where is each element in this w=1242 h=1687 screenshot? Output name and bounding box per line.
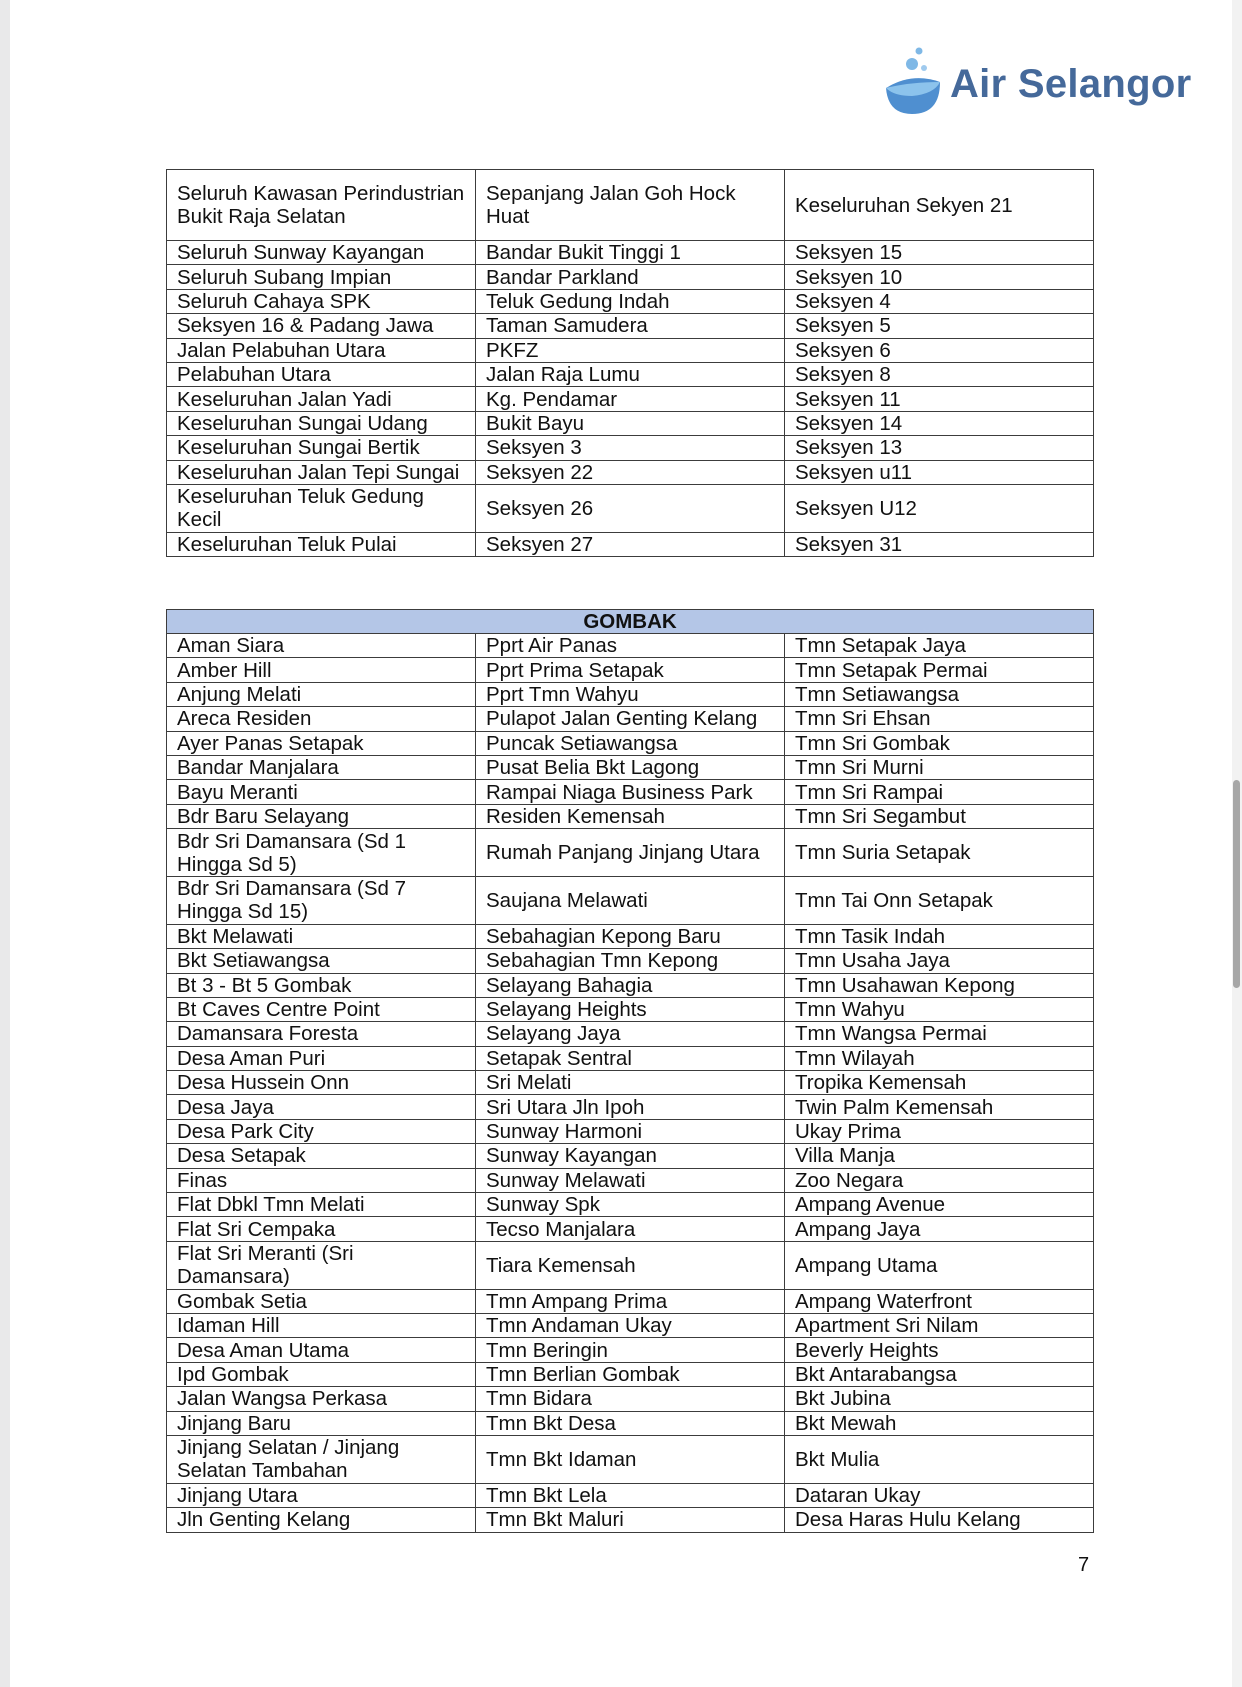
table-cell: Ampang Waterfront	[785, 1289, 1094, 1313]
table-cell: Tmn Sri Segambut	[785, 804, 1094, 828]
table-cell: Tmn Wilayah	[785, 1046, 1094, 1070]
table-cell: Pusat Belia Bkt Lagong	[476, 755, 785, 779]
table-cell: Villa Manja	[785, 1144, 1094, 1168]
table-cell: Puncak Setiawangsa	[476, 731, 785, 755]
table-cell: Tiara Kemensah	[476, 1241, 785, 1289]
table-cell: Pprt Tmn Wahyu	[476, 682, 785, 706]
table-cell: Areca Residen	[167, 707, 476, 731]
table-cell: Seksyen 4	[785, 289, 1094, 313]
table-cell: Bt 3 - Bt 5 Gombak	[167, 973, 476, 997]
table-cell: Pprt Prima Setapak	[476, 658, 785, 682]
table-cell: Jln Genting Kelang	[167, 1508, 476, 1532]
table-cell: Bkt Mulia	[785, 1435, 1094, 1483]
table-row	[167, 1411, 1094, 1435]
table-cell: Keseluruhan Teluk Pulai	[167, 532, 476, 556]
table-row	[167, 314, 1094, 338]
table-cell: Seksyen 5	[785, 314, 1094, 338]
table-row	[167, 682, 1094, 706]
table-cell: Tmn Sri Rampai	[785, 780, 1094, 804]
table-cell: Seksyen 3	[476, 436, 785, 460]
table-cell: Tmn Bidara	[476, 1387, 785, 1411]
table-row	[167, 997, 1094, 1021]
scroll-thumb[interactable]	[1233, 780, 1240, 988]
table-row	[167, 634, 1094, 658]
table-row	[167, 241, 1094, 265]
table-cell: Desa Haras Hulu Kelang	[785, 1508, 1094, 1532]
water-drop-logo-icon	[882, 42, 946, 122]
table-cell: Sunway Kayangan	[476, 1144, 785, 1168]
table-cell: Damansara Foresta	[167, 1022, 476, 1046]
table-cell: Teluk Gedung Indah	[476, 289, 785, 313]
table-cell: PKFZ	[476, 338, 785, 362]
table-cell: Bt Caves Centre Point	[167, 997, 476, 1021]
table-cell: Keseluruhan Sungai Bertik	[167, 436, 476, 460]
table-cell: Tmn Beringin	[476, 1338, 785, 1362]
table-cell: Selayang Bahagia	[476, 973, 785, 997]
table-cell: Seluruh Kawasan Perindustrian Bukit Raja Selatan	[167, 170, 476, 241]
table-cell: Tmn Sri Murni	[785, 755, 1094, 779]
table-row	[167, 532, 1094, 556]
table-cell: Aman Siara	[167, 634, 476, 658]
table-cell: Desa Hussein Onn	[167, 1071, 476, 1095]
table-cell: Tmn Ampang Prima	[476, 1289, 785, 1313]
table-row	[167, 1313, 1094, 1337]
table-row	[167, 387, 1094, 411]
table-cell: Sunway Melawati	[476, 1168, 785, 1192]
table-cell: Tmn Sri Ehsan	[785, 707, 1094, 731]
table-cell: Bandar Parkland	[476, 265, 785, 289]
table-cell: Seksyen 6	[785, 338, 1094, 362]
table-cell: Jinjang Selatan / Jinjang Selatan Tambahan	[167, 1435, 476, 1483]
table-cell: Tmn Tasik Indah	[785, 924, 1094, 948]
document-page	[10, 0, 1232, 1687]
table-cell: Tmn Usahawan Kepong	[785, 973, 1094, 997]
table-cell: Selayang Jaya	[476, 1022, 785, 1046]
table-row	[167, 1362, 1094, 1386]
table-cell: Seksyen 26	[476, 484, 785, 532]
table-cell: Seksyen 15	[785, 241, 1094, 265]
table-cell: Jalan Pelabuhan Utara	[167, 338, 476, 362]
table-row	[167, 170, 1094, 241]
table-header-row	[167, 610, 1094, 634]
table-cell: Seksyen 27	[476, 532, 785, 556]
table-cell: Idaman Hill	[167, 1313, 476, 1337]
table-row	[167, 755, 1094, 779]
brand-name: Air Selangor	[950, 62, 1192, 106]
table-row	[167, 1387, 1094, 1411]
table-cell: Tmn Bkt Desa	[476, 1411, 785, 1435]
table-cell: Flat Sri Cempaka	[167, 1217, 476, 1241]
table-cell: Seksyen 8	[785, 362, 1094, 386]
table-row	[167, 411, 1094, 435]
table-cell: Sri Utara Jln Ipoh	[476, 1095, 785, 1119]
table-cell: Tmn Setapak Permai	[785, 658, 1094, 682]
table-row	[167, 1508, 1094, 1532]
table-cell: Tmn Usaha Jaya	[785, 949, 1094, 973]
table-cell: Keseluruhan Jalan Tepi Sungai	[167, 460, 476, 484]
table-cell: Twin Palm Kemensah	[785, 1095, 1094, 1119]
table-row	[167, 780, 1094, 804]
table-cell: Tecso Manjalara	[476, 1217, 785, 1241]
table-cell: Tmn Sri Gombak	[785, 731, 1094, 755]
table-row	[167, 265, 1094, 289]
table-cell: Sunway Harmoni	[476, 1119, 785, 1143]
table-row	[167, 436, 1094, 460]
table-cell: Bkt Antarabangsa	[785, 1362, 1094, 1386]
table-row	[167, 1241, 1094, 1289]
table-cell: Tmn Suria Setapak	[785, 829, 1094, 877]
table-cell: Tmn Wahyu	[785, 997, 1094, 1021]
table-row	[167, 1217, 1094, 1241]
table-row	[167, 949, 1094, 973]
table-cell: Kg. Pendamar	[476, 387, 785, 411]
table-cell: Seluruh Sunway Kayangan	[167, 241, 476, 265]
table-cell: Bdr Sri Damansara (Sd 7 Hingga Sd 15)	[167, 876, 476, 924]
table-row	[167, 460, 1094, 484]
table-cell: Bkt Setiawangsa	[167, 949, 476, 973]
page-number: 7	[1078, 1554, 1090, 1576]
table-row	[167, 484, 1094, 532]
table-cell: Desa Setapak	[167, 1144, 476, 1168]
table-cell: Seksyen 10	[785, 265, 1094, 289]
table-cell: Jinjang Utara	[167, 1483, 476, 1507]
table-cell: Setapak Sentral	[476, 1046, 785, 1070]
table-cell: Desa Jaya	[167, 1095, 476, 1119]
table-cell: Tmn Bkt Idaman	[476, 1435, 785, 1483]
table-cell: Keseluruhan Teluk Gedung Kecil	[167, 484, 476, 532]
table-row	[167, 1144, 1094, 1168]
table-cell: Bandar Manjalara	[167, 755, 476, 779]
table-cell: Bandar Bukit Tinggi 1	[476, 241, 785, 265]
table-cell: Jinjang Baru	[167, 1411, 476, 1435]
table-row	[167, 658, 1094, 682]
table-row	[167, 1483, 1094, 1507]
table-cell: Selayang Heights	[476, 997, 785, 1021]
table-cell: Tmn Setapak Jaya	[785, 634, 1094, 658]
table-cell: Bukit Bayu	[476, 411, 785, 435]
table-cell: Tmn Berlian Gombak	[476, 1362, 785, 1386]
table-cell: Seksyen U12	[785, 484, 1094, 532]
table-cell: Anjung Melati	[167, 682, 476, 706]
table-row	[167, 289, 1094, 313]
table-cell: Sepanjang Jalan Goh Hock Huat	[476, 170, 785, 241]
table-cell: Pprt Air Panas	[476, 634, 785, 658]
table-cell: Seluruh Subang Impian	[167, 265, 476, 289]
area-table-1	[166, 169, 1094, 557]
table-row	[167, 1435, 1094, 1483]
table-cell: Tmn Bkt Maluri	[476, 1508, 785, 1532]
area-table-gombak	[166, 609, 1094, 1533]
table-cell: Bkt Jubina	[785, 1387, 1094, 1411]
table-cell: Rampai Niaga Business Park	[476, 780, 785, 804]
table-cell: Gombak Setia	[167, 1289, 476, 1313]
table-cell: Seksyen 11	[785, 387, 1094, 411]
table-cell: Flat Sri Meranti (Sri Damansara)	[167, 1241, 476, 1289]
table-cell: Seksyen 22	[476, 460, 785, 484]
table-cell: Ayer Panas Setapak	[167, 731, 476, 755]
table-row	[167, 924, 1094, 948]
table-row	[167, 804, 1094, 828]
table-row	[167, 1022, 1094, 1046]
table-cell: Tmn Setiawangsa	[785, 682, 1094, 706]
table-cell: Sunway Spk	[476, 1193, 785, 1217]
table-cell: Bayu Meranti	[167, 780, 476, 804]
table-row	[167, 973, 1094, 997]
table-cell: Keseluruhan Sungai Udang	[167, 411, 476, 435]
table-cell: Sebahagian Kepong Baru	[476, 924, 785, 948]
table-cell: Taman Samudera	[476, 314, 785, 338]
table-cell: Seksyen u11	[785, 460, 1094, 484]
table-cell: Rumah Panjang Jinjang Utara	[476, 829, 785, 877]
table-row	[167, 1119, 1094, 1143]
table-row	[167, 1168, 1094, 1192]
table-cell: Keseluruhan Jalan Yadi	[167, 387, 476, 411]
table-cell: Pelabuhan Utara	[167, 362, 476, 386]
table-cell: Sri Melati	[476, 1071, 785, 1095]
table-cell: Flat Dbkl Tmn Melati	[167, 1193, 476, 1217]
table-cell: Zoo Negara	[785, 1168, 1094, 1192]
table-cell: Finas	[167, 1168, 476, 1192]
table-row	[167, 876, 1094, 924]
table-row	[167, 1193, 1094, 1217]
table-row	[167, 1046, 1094, 1070]
table-cell: Seksyen 13	[785, 436, 1094, 460]
table-cell: Seluruh Cahaya SPK	[167, 289, 476, 313]
table-title: GOMBAK	[167, 610, 1094, 634]
table-cell: Apartment Sri Nilam	[785, 1313, 1094, 1337]
table-cell: Jalan Wangsa Perkasa	[167, 1387, 476, 1411]
table-cell: Seksyen 14	[785, 411, 1094, 435]
table-cell: Residen Kemensah	[476, 804, 785, 828]
table-cell: Desa Park City	[167, 1119, 476, 1143]
table-row	[167, 731, 1094, 755]
table-cell: Bkt Mewah	[785, 1411, 1094, 1435]
table-cell: Jalan Raja Lumu	[476, 362, 785, 386]
table-cell: Desa Aman Utama	[167, 1338, 476, 1362]
table-cell: Keseluruhan Sekyen 21	[785, 170, 1094, 241]
table-cell: Tmn Wangsa Permai	[785, 1022, 1094, 1046]
air-selangor-logo	[882, 42, 1192, 122]
table-cell: Beverly Heights	[785, 1338, 1094, 1362]
table-row	[167, 829, 1094, 877]
table-cell: Pulapot Jalan Genting Kelang	[476, 707, 785, 731]
table-cell: Bdr Baru Selayang	[167, 804, 476, 828]
table-cell: Ampang Avenue	[785, 1193, 1094, 1217]
table-cell: Tmn Tai Onn Setapak	[785, 876, 1094, 924]
table-row	[167, 338, 1094, 362]
table-row	[167, 1071, 1094, 1095]
table-row	[167, 1095, 1094, 1119]
table-cell: Bdr Sri Damansara (Sd 1 Hingga Sd 5)	[167, 829, 476, 877]
table-cell: Dataran Ukay	[785, 1483, 1094, 1507]
table-cell: Ipd Gombak	[167, 1362, 476, 1386]
table-row	[167, 707, 1094, 731]
table-cell: Ampang Utama	[785, 1241, 1094, 1289]
table-row	[167, 1289, 1094, 1313]
scrollbar[interactable]	[1232, 0, 1242, 1687]
table-cell: Seksyen 31	[785, 532, 1094, 556]
table-cell: Saujana Melawati	[476, 876, 785, 924]
table-row	[167, 362, 1094, 386]
table-cell: Tmn Andaman Ukay	[476, 1313, 785, 1337]
table-cell: Ukay Prima	[785, 1119, 1094, 1143]
table-cell: Amber Hill	[167, 658, 476, 682]
table-cell: Ampang Jaya	[785, 1217, 1094, 1241]
table-cell: Seksyen 16 & Padang Jawa	[167, 314, 476, 338]
table-cell: Bkt Melawati	[167, 924, 476, 948]
table-cell: Tmn Bkt Lela	[476, 1483, 785, 1507]
table-cell: Tropika Kemensah	[785, 1071, 1094, 1095]
table-cell: Desa Aman Puri	[167, 1046, 476, 1070]
table-cell: Sebahagian Tmn Kepong	[476, 949, 785, 973]
table-row	[167, 1338, 1094, 1362]
